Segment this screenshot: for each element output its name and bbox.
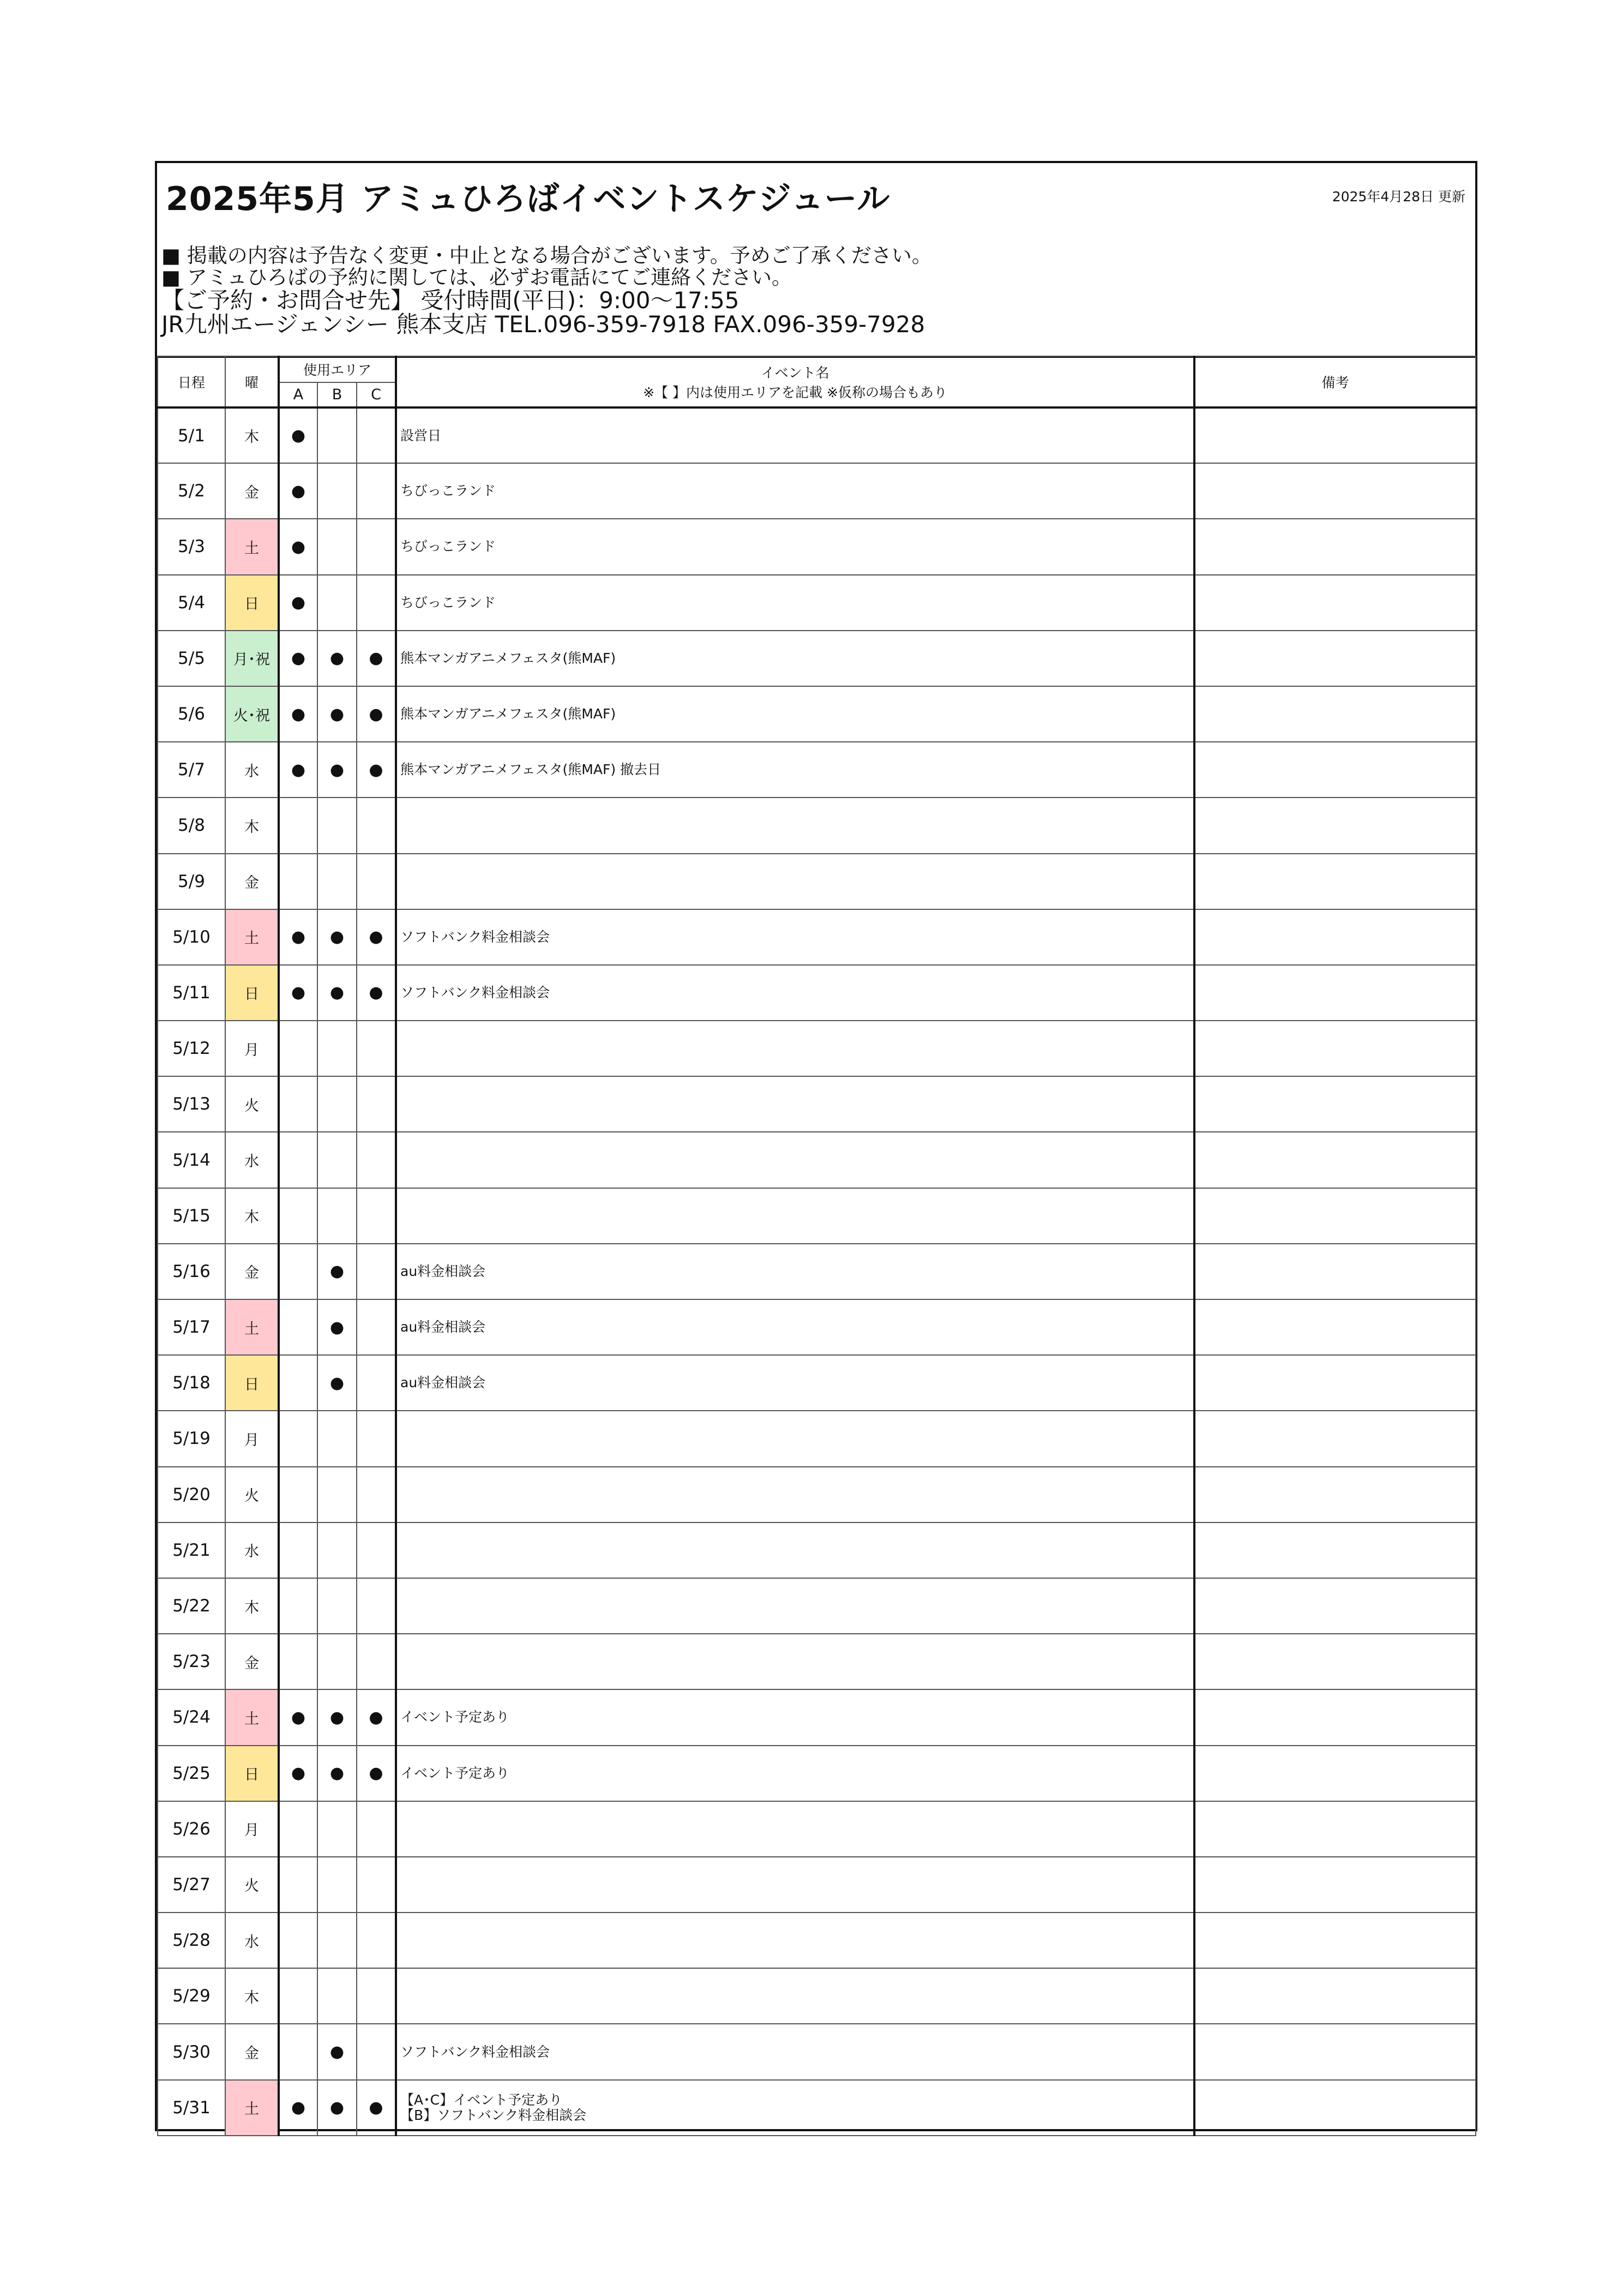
row-event	[396, 1522, 1194, 1578]
row-event-line: au料金相談会	[400, 1375, 486, 1391]
row-area-c: ●	[357, 742, 396, 798]
row-area-b: ●	[317, 2080, 357, 2136]
table-row	[158, 1021, 1476, 1076]
row-area-a	[279, 798, 317, 853]
row-remarks	[1194, 463, 1476, 519]
row-area-b	[317, 463, 357, 519]
row-area-a	[279, 1021, 317, 1076]
row-event	[396, 1467, 1194, 1522]
row-day: 土	[225, 1689, 279, 1745]
row-date: 5/10	[158, 909, 225, 965]
table-row	[158, 1411, 1476, 1466]
row-date: 5/30	[158, 2024, 225, 2079]
row-event-line: au料金相談会	[400, 1319, 486, 1335]
row-event	[396, 1188, 1194, 1244]
table-row	[158, 575, 1476, 631]
row-day: 日	[225, 575, 279, 631]
row-date: 5/18	[158, 1355, 225, 1411]
row-area-c	[357, 798, 396, 853]
col-header-date: 日程	[158, 356, 225, 407]
row-area-c: ●	[357, 1746, 396, 1801]
row-day: 金	[225, 1634, 279, 1689]
table-row	[158, 2024, 1476, 2079]
row-date: 5/17	[158, 1299, 225, 1355]
row-area-c	[357, 1132, 396, 1188]
row-day: 木	[225, 1968, 279, 2024]
row-event-line: 熊本マンガアニメフェスタ(熊MAF)	[400, 650, 616, 666]
row-remarks	[1194, 798, 1476, 853]
row-area-b	[317, 1076, 357, 1132]
row-remarks	[1194, 631, 1476, 686]
row-remarks	[1194, 1857, 1476, 1913]
row-area-c	[357, 1857, 396, 1913]
row-remarks	[1194, 407, 1476, 463]
row-area-c	[357, 407, 396, 463]
row-area-a	[279, 1522, 317, 1578]
row-remarks	[1194, 965, 1476, 1021]
row-event	[396, 965, 1194, 1021]
row-day: 水	[225, 1913, 279, 1968]
row-event	[396, 1578, 1194, 1634]
contact-info: JR九州エージェンシー 熊本支店 TEL.096-359-7918 FAX.096-359-7928	[161, 311, 925, 338]
row-event-line: イベント予定あり	[400, 1765, 510, 1781]
row-area-b	[317, 1522, 357, 1578]
row-area-c	[357, 1968, 396, 2024]
row-area-c	[357, 1634, 396, 1689]
row-area-a	[279, 1857, 317, 1913]
table-row	[158, 631, 1476, 686]
row-area-c	[357, 519, 396, 574]
row-event-line: ちびっこランド	[400, 594, 496, 610]
row-event	[396, 1746, 1194, 1801]
row-remarks	[1194, 1188, 1476, 1244]
row-remarks	[1194, 1021, 1476, 1076]
row-event	[396, 798, 1194, 853]
row-area-a: ●	[279, 1746, 317, 1801]
row-area-b: ●	[317, 1689, 357, 1745]
row-event	[396, 1801, 1194, 1857]
row-event	[396, 1244, 1194, 1299]
row-day: 月	[225, 1411, 279, 1466]
header	[157, 163, 1475, 358]
row-area-c	[357, 2024, 396, 2079]
row-day: 火	[225, 1467, 279, 1522]
row-remarks	[1194, 909, 1476, 965]
row-day: 金	[225, 1244, 279, 1299]
table-row	[158, 909, 1476, 965]
row-area-a	[279, 1188, 317, 1244]
row-event-line: ソフトバンク料金相談会	[400, 928, 550, 945]
row-date: 5/31	[158, 2080, 225, 2136]
row-area-a: ●	[279, 407, 317, 463]
row-area-a: ●	[279, 519, 317, 574]
table-row	[158, 1076, 1476, 1132]
row-event-line: ちびっこランド	[400, 483, 496, 499]
row-area-c	[357, 1913, 396, 1968]
col-header-area-c: C	[357, 382, 396, 407]
row-area-a: ●	[279, 631, 317, 686]
row-event	[396, 1689, 1194, 1745]
row-area-a	[279, 1132, 317, 1188]
note-line: ■ アミュひろばの予約に関しては、必ずお電話にてご連絡ください。	[161, 266, 792, 289]
row-remarks	[1194, 2080, 1476, 2136]
table-row	[158, 1746, 1476, 1801]
row-day: 土	[225, 519, 279, 574]
row-area-a: ●	[279, 742, 317, 798]
row-remarks	[1194, 1634, 1476, 1689]
row-day: 月	[225, 1801, 279, 1857]
row-remarks	[1194, 854, 1476, 909]
row-event	[396, 1355, 1194, 1411]
row-remarks	[1194, 742, 1476, 798]
col-header-area-b: B	[317, 382, 357, 407]
row-area-b	[317, 1801, 357, 1857]
row-area-b	[317, 1857, 357, 1913]
row-remarks	[1194, 1968, 1476, 2024]
row-remarks	[1194, 519, 1476, 574]
col-header-event	[396, 356, 1194, 407]
row-remarks	[1194, 1299, 1476, 1355]
row-area-c	[357, 1411, 396, 1466]
col-header-event-title: イベント名	[761, 364, 829, 381]
row-area-b	[317, 1411, 357, 1466]
table-row	[158, 519, 1476, 574]
row-area-c	[357, 463, 396, 519]
row-date: 5/13	[158, 1076, 225, 1132]
row-area-b: ●	[317, 1746, 357, 1801]
row-event	[396, 1968, 1194, 2024]
row-date: 5/2	[158, 463, 225, 519]
row-event-line: ソフトバンク料金相談会	[400, 984, 550, 1000]
row-area-b: ●	[317, 742, 357, 798]
row-area-b	[317, 575, 357, 631]
row-date: 5/19	[158, 1411, 225, 1466]
row-event	[396, 854, 1194, 909]
row-area-a: ●	[279, 909, 317, 965]
row-area-b	[317, 1188, 357, 1244]
row-area-a	[279, 1913, 317, 1968]
row-area-c	[357, 1578, 396, 1634]
row-date: 5/9	[158, 854, 225, 909]
row-area-b	[317, 519, 357, 574]
row-area-b	[317, 1578, 357, 1634]
row-area-c	[357, 1801, 396, 1857]
row-area-a: ●	[279, 1689, 317, 1745]
table-row	[158, 686, 1476, 742]
row-date: 5/7	[158, 742, 225, 798]
row-event	[396, 1021, 1194, 1076]
row-remarks	[1194, 1355, 1476, 1411]
row-remarks	[1194, 1578, 1476, 1634]
row-area-b: ●	[317, 1244, 357, 1299]
note-line: ■ 掲載の内容は予告なく変更・中止となる場合がございます。予めご了承ください。	[161, 244, 932, 267]
row-event-line: au料金相談会	[400, 1263, 486, 1279]
row-date: 5/27	[158, 1857, 225, 1913]
row-area-c	[357, 1021, 396, 1076]
row-area-b	[317, 1021, 357, 1076]
row-area-c	[357, 1522, 396, 1578]
row-date: 5/3	[158, 519, 225, 574]
row-area-b	[317, 798, 357, 853]
row-date: 5/28	[158, 1913, 225, 1968]
row-remarks	[1194, 1801, 1476, 1857]
row-date: 5/26	[158, 1801, 225, 1857]
row-event	[396, 1857, 1194, 1913]
row-area-c	[357, 575, 396, 631]
row-event	[396, 2024, 1194, 2079]
row-area-a: ●	[279, 463, 317, 519]
row-area-c: ●	[357, 909, 396, 965]
contact-hours: 【ご予約・お問合せ先】 受付時間(平日)：9:00～17:55	[161, 287, 740, 314]
row-date: 5/16	[158, 1244, 225, 1299]
row-event-line: 熊本マンガアニメフェスタ(熊MAF)	[400, 706, 616, 722]
row-event-line: 【A･C】イベント予定あり	[400, 2091, 563, 2108]
row-area-b	[317, 1968, 357, 2024]
row-area-a	[279, 1634, 317, 1689]
row-event	[396, 519, 1194, 574]
row-date: 5/25	[158, 1746, 225, 1801]
table-row	[158, 1913, 1476, 1968]
row-area-a	[279, 1467, 317, 1522]
row-remarks	[1194, 1467, 1476, 1522]
table-row	[158, 1522, 1476, 1578]
row-date: 5/11	[158, 965, 225, 1021]
schedule-sheet	[155, 161, 1477, 2131]
row-area-a	[279, 1578, 317, 1634]
row-event-line: 設営日	[400, 427, 442, 443]
row-event-line: イベント予定あり	[400, 1709, 510, 1725]
row-area-c	[357, 1188, 396, 1244]
row-area-b: ●	[317, 631, 357, 686]
table-row	[158, 742, 1476, 798]
table-row	[158, 1857, 1476, 1913]
row-area-b: ●	[317, 2024, 357, 2079]
row-event	[396, 407, 1194, 463]
row-day: 水	[225, 1132, 279, 1188]
row-area-b	[317, 854, 357, 909]
row-day: 火･祝	[225, 686, 279, 742]
row-area-a	[279, 1968, 317, 2024]
table-row	[158, 1244, 1476, 1299]
row-area-c	[357, 1299, 396, 1355]
notes	[161, 245, 932, 337]
row-date: 5/21	[158, 1522, 225, 1578]
col-header-area-a: A	[279, 382, 317, 407]
row-area-a	[279, 2024, 317, 2079]
row-day: 火	[225, 1076, 279, 1132]
row-remarks	[1194, 2024, 1476, 2079]
row-remarks	[1194, 1411, 1476, 1466]
row-day: 金	[225, 854, 279, 909]
row-event	[396, 2080, 1194, 2136]
row-area-c	[357, 1244, 396, 1299]
table-row	[158, 1689, 1476, 1745]
row-day: 日	[225, 1746, 279, 1801]
row-day: 土	[225, 2080, 279, 2136]
row-date: 5/12	[158, 1021, 225, 1076]
table-row	[158, 1968, 1476, 2024]
row-area-c	[357, 1076, 396, 1132]
table-row	[158, 1578, 1476, 1634]
row-event-line: 熊本マンガアニメフェスタ(熊MAF) 撤去日	[400, 762, 662, 778]
row-day: 火	[225, 1857, 279, 1913]
row-event	[396, 463, 1194, 519]
row-event	[396, 575, 1194, 631]
row-event	[396, 686, 1194, 742]
row-day: 水	[225, 1522, 279, 1578]
row-area-a	[279, 1299, 317, 1355]
row-area-b	[317, 1913, 357, 1968]
table-row	[158, 854, 1476, 909]
row-area-a: ●	[279, 965, 317, 1021]
row-event-line: 【B】ソフトバンク料金相談会	[400, 2107, 587, 2123]
table-row	[158, 463, 1476, 519]
row-area-c	[357, 854, 396, 909]
row-event	[396, 742, 1194, 798]
row-area-b	[317, 1634, 357, 1689]
row-area-c	[357, 1355, 396, 1411]
row-area-a	[279, 1244, 317, 1299]
row-day: 日	[225, 965, 279, 1021]
table-row	[158, 2080, 1476, 2136]
row-remarks	[1194, 1132, 1476, 1188]
table-row	[158, 1467, 1476, 1522]
row-date: 5/8	[158, 798, 225, 853]
row-day: 木	[225, 1188, 279, 1244]
row-area-c: ●	[357, 2080, 396, 2136]
row-remarks	[1194, 1522, 1476, 1578]
row-day: 木	[225, 798, 279, 853]
row-area-a: ●	[279, 686, 317, 742]
schedule-rows	[158, 407, 1476, 2136]
row-day: 月	[225, 1021, 279, 1076]
row-day: 土	[225, 909, 279, 965]
row-date: 5/22	[158, 1578, 225, 1634]
row-event	[396, 1913, 1194, 1968]
row-remarks	[1194, 1746, 1476, 1801]
table-row	[158, 1801, 1476, 1857]
row-remarks	[1194, 1244, 1476, 1299]
row-area-b: ●	[317, 1299, 357, 1355]
row-area-c: ●	[357, 631, 396, 686]
schedule-table	[157, 356, 1476, 2136]
row-area-b	[317, 1132, 357, 1188]
table-row	[158, 798, 1476, 853]
row-event	[396, 909, 1194, 965]
row-date: 5/5	[158, 631, 225, 686]
row-date: 5/15	[158, 1188, 225, 1244]
row-area-b	[317, 407, 357, 463]
row-day: 水	[225, 742, 279, 798]
row-date: 5/4	[158, 575, 225, 631]
updated-date: 2025年4月28日 更新	[1332, 189, 1465, 205]
row-date: 5/6	[158, 686, 225, 742]
table-row	[158, 1188, 1476, 1244]
row-area-b: ●	[317, 686, 357, 742]
row-area-b: ●	[317, 909, 357, 965]
row-event	[396, 1634, 1194, 1689]
row-day: 木	[225, 1578, 279, 1634]
row-event	[396, 1132, 1194, 1188]
row-area-c: ●	[357, 965, 396, 1021]
row-date: 5/24	[158, 1689, 225, 1745]
row-area-c: ●	[357, 1689, 396, 1745]
row-day: 月･祝	[225, 631, 279, 686]
row-event-line: ちびっこランド	[400, 538, 496, 555]
row-remarks	[1194, 1913, 1476, 1968]
row-remarks	[1194, 1689, 1476, 1745]
table-row	[158, 1132, 1476, 1188]
col-header-area: 使用エリア	[279, 356, 396, 382]
row-remarks	[1194, 1076, 1476, 1132]
col-header-event-note: ※【 】内は使用エリアを記載 ※仮称の場合もあり	[643, 384, 947, 400]
row-day: 日	[225, 1355, 279, 1411]
row-day: 土	[225, 1299, 279, 1355]
row-date: 5/23	[158, 1634, 225, 1689]
row-area-b: ●	[317, 965, 357, 1021]
row-event	[396, 1411, 1194, 1466]
row-area-a	[279, 1411, 317, 1466]
row-area-a	[279, 1801, 317, 1857]
row-remarks	[1194, 686, 1476, 742]
row-date: 5/14	[158, 1132, 225, 1188]
row-area-c	[357, 1467, 396, 1522]
row-area-a: ●	[279, 2080, 317, 2136]
row-area-a: ●	[279, 575, 317, 631]
col-header-remarks: 備考	[1194, 356, 1476, 407]
row-area-a	[279, 1076, 317, 1132]
row-day: 金	[225, 463, 279, 519]
row-event-line: ソフトバンク料金相談会	[400, 2043, 550, 2060]
table-row	[158, 1299, 1476, 1355]
table-row	[158, 1355, 1476, 1411]
page-title: 2025年5月 アミュひろばイベントスケジュール	[166, 180, 891, 218]
row-event	[396, 1076, 1194, 1132]
row-area-a	[279, 1355, 317, 1411]
row-area-b	[317, 1467, 357, 1522]
row-event	[396, 1299, 1194, 1355]
row-area-b: ●	[317, 1355, 357, 1411]
table-row	[158, 407, 1476, 463]
row-date: 5/20	[158, 1467, 225, 1522]
row-day: 木	[225, 407, 279, 463]
row-area-a	[279, 854, 317, 909]
table-row	[158, 965, 1476, 1021]
row-area-c: ●	[357, 686, 396, 742]
col-header-day: 曜	[225, 356, 279, 407]
row-day: 金	[225, 2024, 279, 2079]
row-date: 5/29	[158, 1968, 225, 2024]
row-remarks	[1194, 575, 1476, 631]
table-row	[158, 1634, 1476, 1689]
row-event	[396, 631, 1194, 686]
row-date: 5/1	[158, 407, 225, 463]
